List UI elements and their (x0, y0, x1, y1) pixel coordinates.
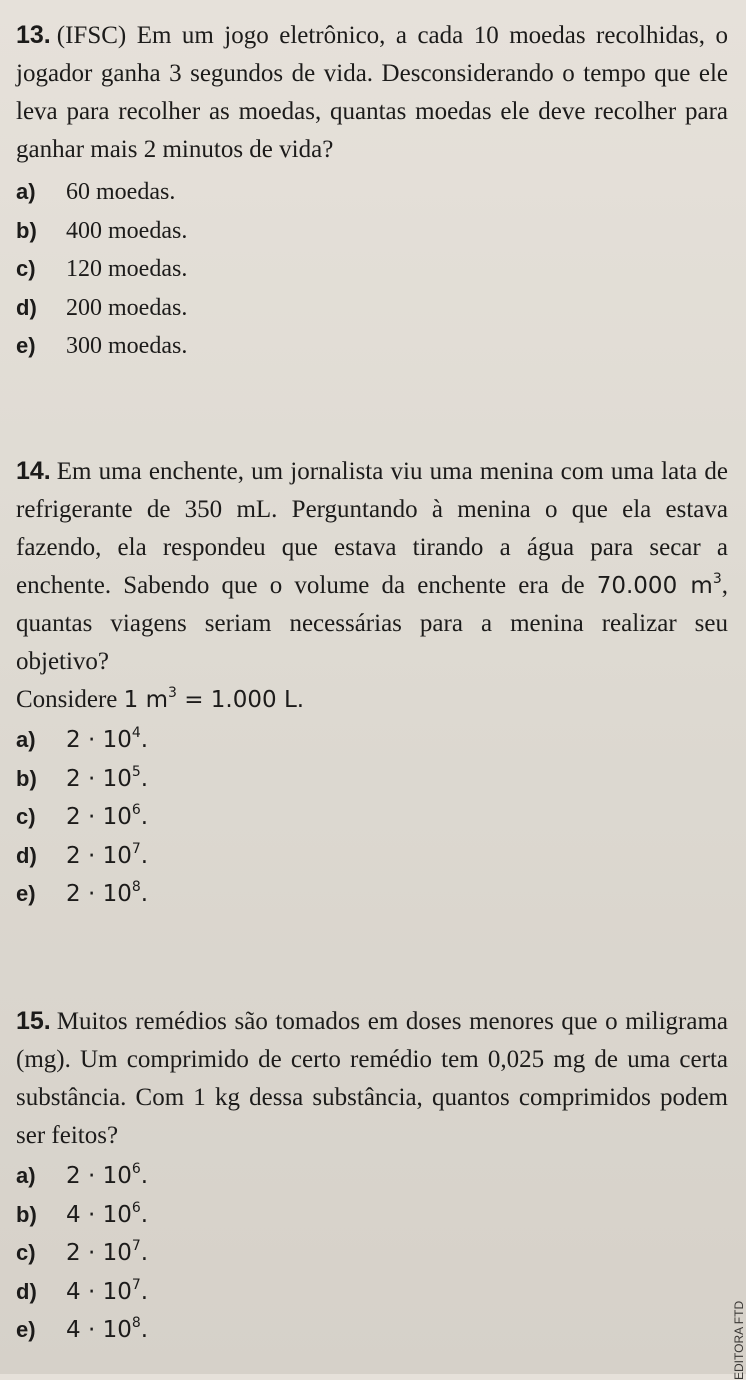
question-14-options (16, 721, 728, 914)
option-end: . (140, 765, 149, 792)
question-13-number: 13. (16, 21, 51, 49)
option-end: . (140, 1240, 149, 1266)
option-14e (16, 875, 728, 914)
question-14-text-1: Em uma enchente, um jornalista viu uma menina com uma lata de refrigerante de 350 mL. Perguntando à menina o que ela estava fazendo, ela respondeu que estava tirando a água para secar a enchente. Sabendo que o volume da enchente era de (16, 458, 728, 599)
option-13b (16, 212, 728, 251)
option-exponent: 8 (131, 1315, 141, 1331)
option-exponent: 8 (131, 879, 141, 895)
option-value (66, 1273, 148, 1312)
option-exponent: 5 (131, 763, 141, 780)
question-13 (16, 16, 728, 366)
option-letter: c) (16, 804, 36, 829)
option-end: . (140, 1201, 149, 1228)
option-value (66, 760, 148, 799)
option-14d (16, 837, 728, 876)
question-14-consider (16, 681, 728, 719)
option-value (66, 1234, 148, 1273)
option-end: . (140, 881, 149, 907)
option-15b (16, 1196, 728, 1235)
option-text: 300 moedas. (66, 333, 188, 359)
question-13-stem (16, 16, 728, 169)
option-15a (16, 1157, 728, 1196)
option-base: 2 · 10 (66, 727, 132, 753)
option-base: 4 · 10 (66, 1201, 132, 1228)
option-base: 2 · 10 (66, 765, 132, 792)
option-base: 4 · 10 (66, 1317, 132, 1343)
question-14-number: 14. (16, 457, 51, 485)
option-letter: e) (16, 333, 36, 358)
option-15d (16, 1273, 728, 1312)
option-text: 400 moedas. (66, 217, 188, 244)
option-exponent: 6 (131, 1161, 141, 1177)
option-exponent: 7 (131, 1276, 141, 1293)
option-letter: c) (16, 1240, 36, 1265)
option-15e (16, 1311, 728, 1350)
option-letter: b) (16, 765, 37, 791)
option-exponent: 4 (131, 725, 141, 741)
option-13c (16, 250, 728, 289)
option-value (66, 837, 148, 876)
option-end: . (140, 804, 149, 830)
question-15-number: 15. (16, 1007, 51, 1035)
option-14b (16, 760, 728, 799)
conversion-lhs (124, 687, 177, 713)
option-letter: a) (16, 179, 36, 204)
option-base: 2 · 10 (66, 1240, 132, 1266)
conversion-rhs: = 1.000 L. (176, 687, 305, 713)
option-text: 120 moedas. (66, 256, 188, 282)
option-value (66, 798, 148, 837)
option-13a (16, 173, 728, 212)
option-letter: e) (16, 881, 36, 906)
question-13-text: (IFSC) Em um jogo eletrônico, a cada 10 moedas recolhidas, o jogador ganha 3 segundos de vida. Desconsiderando o tempo que ele leva para recolher as moedas, quantas moedas ele deve recolher para ganhar mais 2 minutos de vida? (16, 22, 728, 163)
option-end: . (140, 1317, 149, 1343)
option-14c (16, 798, 728, 837)
option-value (66, 875, 148, 914)
question-15-stem (16, 1002, 728, 1155)
option-exponent: 6 (131, 802, 141, 818)
option-letter: d) (16, 842, 37, 868)
option-letter: d) (16, 294, 37, 320)
option-value (66, 721, 148, 760)
option-base: 2 · 10 (66, 881, 132, 907)
option-value (66, 1196, 148, 1235)
flood-volume-exponent: 3 (712, 571, 722, 587)
conversion-exponent: 3 (167, 685, 177, 701)
option-text: 60 moedas. (66, 179, 176, 205)
option-14a (16, 721, 728, 760)
option-letter: a) (16, 727, 36, 752)
option-letter: d) (16, 1278, 37, 1304)
option-exponent: 6 (131, 1199, 141, 1216)
option-base: 2 · 10 (66, 1163, 132, 1189)
question-14-stem (16, 452, 728, 681)
question-13-options (16, 173, 728, 366)
option-letter: a) (16, 1163, 36, 1188)
option-value (66, 1311, 148, 1350)
option-text: 200 moedas. (66, 294, 188, 321)
option-letter: b) (16, 1201, 37, 1227)
option-end: . (140, 727, 149, 753)
option-end: . (140, 1278, 149, 1305)
question-14 (16, 452, 728, 914)
option-15c (16, 1234, 728, 1273)
option-letter: b) (16, 217, 37, 243)
flood-volume (597, 573, 722, 599)
question-15-options (16, 1157, 728, 1350)
conversion-lhs-value: 1 m (123, 687, 168, 713)
option-letter: e) (16, 1317, 36, 1342)
option-exponent: 7 (131, 840, 141, 857)
flood-volume-value: 70.000 m (596, 573, 713, 599)
option-base: 2 · 10 (66, 804, 132, 830)
option-value (66, 1157, 148, 1196)
option-base: 4 · 10 (66, 1278, 132, 1305)
option-letter: c) (16, 256, 36, 281)
question-15-text: Muitos remédios são tomados em doses menores que o miligrama (mg). Um comprimido de certo remédio tem 0,025 mg de uma certa substância. Com 1 kg dessa substância, quantos comprimidos podem ser feitos? (16, 1008, 728, 1149)
consider-label: Considere (16, 686, 124, 713)
margin-publisher-text: EDITORA FTD (732, 1300, 746, 1380)
option-exponent: 7 (131, 1238, 141, 1254)
question-14-text-2: , quantas viagens seriam necessárias para a menina realizar seu objetivo? (16, 572, 728, 675)
question-15 (16, 1002, 728, 1350)
option-13e (16, 327, 728, 366)
option-end: . (140, 842, 149, 869)
option-end: . (140, 1163, 149, 1189)
option-base: 2 · 10 (66, 842, 132, 869)
option-13d (16, 289, 728, 328)
